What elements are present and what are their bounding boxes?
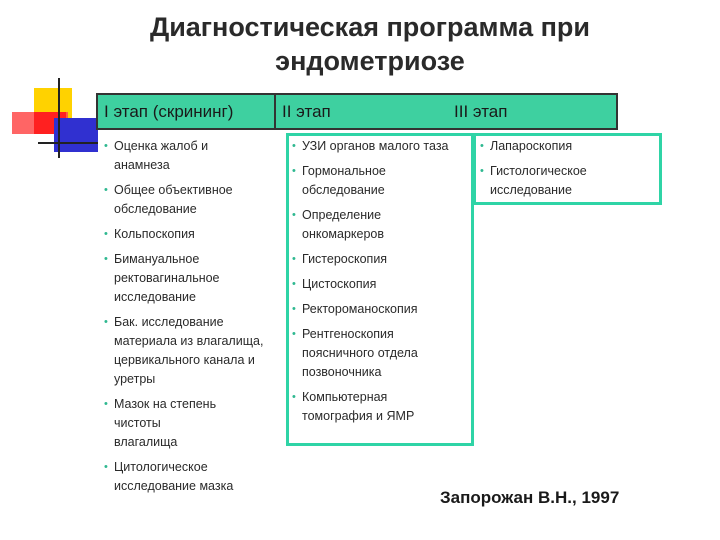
bullet-icon: • <box>292 303 296 315</box>
list-item-text: Цистоскопия <box>302 277 377 291</box>
list-item <box>104 250 282 307</box>
bullet-icon: • <box>292 328 296 340</box>
bullet-icon: • <box>104 228 108 240</box>
bullet-icon: • <box>292 278 296 290</box>
list-item <box>292 250 474 269</box>
author-citation: Запорожан В.Н., 1997 <box>440 488 620 507</box>
stage-3-list <box>480 137 660 206</box>
list-item-text: Ректороманоскопия <box>302 302 418 316</box>
bullet-icon: • <box>292 253 296 265</box>
header-stage-2: II этап <box>282 102 331 121</box>
list-item <box>104 313 282 389</box>
list-item-text: Общее объективное обследование <box>114 183 233 216</box>
list-item-text: Кольпоскопия <box>114 227 195 241</box>
bullet-icon: • <box>104 184 108 196</box>
list-item-text: Гистологическое исследование <box>490 164 587 197</box>
list-item <box>480 137 660 156</box>
decor-blue-square <box>54 118 98 152</box>
bullet-icon: • <box>292 165 296 177</box>
bullet-icon: • <box>104 253 108 265</box>
bullet-icon: • <box>104 140 108 152</box>
header-stage-1: I этап (скрининг) <box>98 95 276 128</box>
bullet-icon: • <box>292 209 296 221</box>
list-item <box>104 458 282 496</box>
title-line-2: эндометриозе <box>275 46 465 76</box>
decor-horizontal-line <box>38 142 98 144</box>
decor-vertical-line <box>58 78 60 158</box>
list-item-text: УЗИ органов малого таза <box>302 139 449 153</box>
bullet-icon: • <box>104 316 108 328</box>
list-item-text: Бак. исследование материала из влагалища, цервикального канала и уретры <box>114 315 264 386</box>
list-item <box>292 206 474 244</box>
list-item-text: Гистероскопия <box>302 252 388 266</box>
stage-2-list <box>292 137 474 432</box>
list-item <box>292 137 474 156</box>
list-item-text: Рентгеноскопия поясничного отдела позвоночника <box>302 327 418 379</box>
bullet-icon: • <box>104 461 108 473</box>
list-item <box>104 181 282 219</box>
title-line-1: Диагностическая программа при <box>149 12 591 42</box>
list-item-text: Определение онкомаркеров <box>302 208 385 241</box>
list-item-text: Цитологическое исследование мазка <box>114 460 234 493</box>
list-item-text: Бимануальное ректовагинальное исследование <box>114 252 220 304</box>
list-item-text: Лапароскопия <box>490 139 573 153</box>
bullet-icon: • <box>480 140 484 152</box>
stages-header <box>96 93 618 130</box>
list-item <box>292 325 474 382</box>
list-item <box>104 225 282 244</box>
list-item <box>292 388 474 426</box>
list-item-text: Компьютерная томография и ЯМР <box>302 390 415 423</box>
list-item <box>292 162 474 200</box>
list-item <box>480 162 660 200</box>
list-item <box>292 275 474 294</box>
bullet-icon: • <box>480 165 484 177</box>
list-item <box>104 395 282 452</box>
bullet-icon: • <box>292 391 296 403</box>
bullet-icon: • <box>104 398 108 410</box>
stage-1-list <box>104 137 282 502</box>
list-item-text: Мазок на степень чистоты влагалища <box>114 397 217 449</box>
page-title <box>90 10 650 78</box>
list-item-text: Оценка жалоб и анамнеза <box>114 139 209 172</box>
list-item <box>104 137 282 175</box>
list-item <box>292 300 474 319</box>
header-stage-3: III этап <box>454 102 508 121</box>
bullet-icon: • <box>292 140 296 152</box>
list-item-text: Гормональное обследование <box>302 164 386 197</box>
